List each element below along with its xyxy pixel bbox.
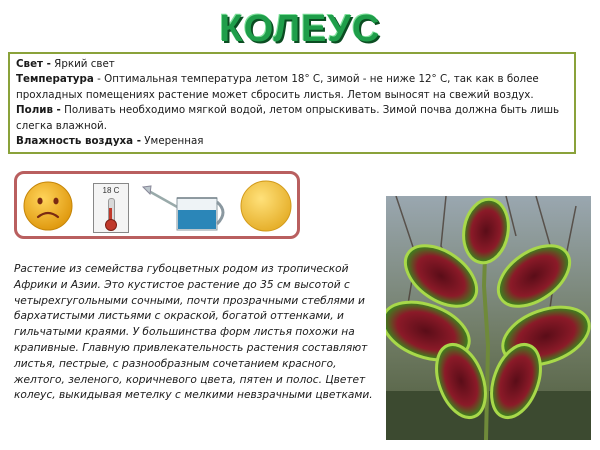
- watering-label: Полив -: [16, 104, 61, 117]
- temperature-label: Температура: [16, 73, 94, 86]
- coleus-plant-photo: [386, 196, 591, 440]
- watering-can-icon: [141, 184, 231, 232]
- watering-value: Поливать необходимо мягкой водой, летом опрыскивать. Зимой почва должна быть лишь слегка влажной.: [16, 104, 560, 132]
- thermometer-label: 18 С: [102, 186, 120, 195]
- thermometer-icon: [93, 183, 129, 233]
- sun-icon: [239, 179, 293, 233]
- care-temperature: [16, 72, 568, 103]
- sad-face-icon: [22, 180, 74, 232]
- plant-description: Растение из семейства губоцветных родом из тропической Африки и Азии. Это кустистое растение до 35 см высотой с четырехгугольными сочными, почти прозрачными стеблями и бархатистыми листьями с окраской, богатой оттенками, и гильчатыми краями. У большинства форм листья похожи на крапивные. Главную привлекательность растения составляют листья, пестрые, с разнообразным сочетанием красного, желтого, зеленого, коричневого цвета, пятен и полос. Цветет колеус, выкидывая метелку с мелкими невзрачными цветками.: [14, 263, 373, 402]
- care-watering: [16, 103, 568, 134]
- light-value: Яркий свет: [50, 58, 115, 70]
- humidity-label: Влажность воздуха -: [16, 135, 141, 148]
- light-label: Свет -: [16, 58, 51, 70]
- care-icons-panel: [14, 171, 300, 239]
- page-title: КОЛЕУС: [219, 8, 381, 50]
- care-humidity: [16, 134, 568, 149]
- humidity-value: Умеренная: [141, 135, 204, 148]
- temperature-value: - Оптимальная температура летом 18° С, зимой - не ниже 12° С, так как в более прохладных помещениях растение может сбросить листья. Летом выносят на свежий воздух.: [16, 73, 539, 101]
- care-info-box: [8, 52, 576, 154]
- care-light: [16, 57, 568, 72]
